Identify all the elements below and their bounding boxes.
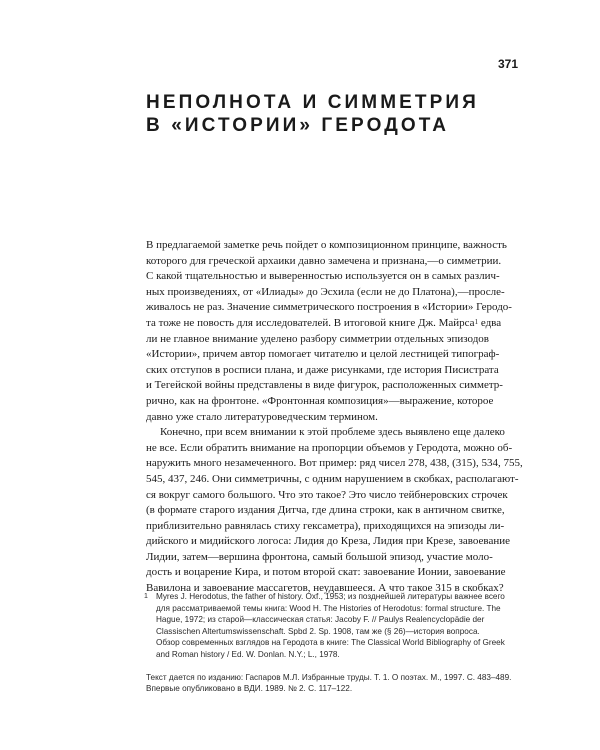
text-line: (в формате старого издания Дитча, где длина строки, как в античном свитке,	[146, 504, 505, 517]
footnote-line: Обзор современных взглядов на Геродота в книге: The Classical World Bibliography of Greek	[156, 638, 505, 648]
footnote-line: Myres J. Herodotus, the father of history. Oxf., 1953; из позднейшей литературы важнее всего	[156, 592, 505, 601]
footnote-1	[146, 591, 518, 661]
source-line: Впервые опубликовано в ВДИ. 1989. № 2. С. 117–122.	[146, 684, 353, 694]
text-line: ся вокруг самого большого. Что это такое? Это число тейбнеровских строчек	[146, 488, 508, 501]
text-fragment: та тоже не повость для исследователей. В итоговой книге Дж. Майрса	[146, 316, 475, 329]
text-line: и Тегейской войны представлены в виде фигурок, расположенных симметр-	[146, 379, 503, 392]
text-line: рично, как на фронтоне. «Фронтонная композиция»—выражение, которое	[146, 394, 494, 407]
footnote-line: Hague, 1972; из старой—классическая статья: Jacoby F. // Paulys Realencyclopädie der	[156, 615, 485, 625]
source-note	[146, 672, 518, 696]
text-line-with-footnote	[146, 316, 518, 332]
footnote-ref[interactable]: 1	[474, 317, 479, 326]
text-line: В предлагаемой заметке речь пойдет о композиционном принципе, важность	[146, 239, 507, 251]
text-line: наружить много незамеченного. Вот пример: ряд чисел 278, 438, (315), 534, 755,	[146, 457, 523, 470]
text-line: 545, 437, 246. Они симметричны, с одним нарушением в скобках, располагают-	[146, 472, 519, 485]
text-line: Лидии, затем—вершина фронтона, самый большой эпизод, участие моло-	[146, 550, 493, 563]
title-line-2: В «ИСТОРИИ» ГЕРОДОТА	[146, 115, 450, 136]
text-line: ских отступов в росписи плана, и даже рисунками, где история Писистрата	[146, 363, 499, 376]
text-line: дость и воцарение Кира, и потом второй скат: завоевание Ионии, завоевание	[146, 566, 506, 579]
text-line: живалось не раз. Значение симметрического построения в «Истории» Геродо-	[146, 301, 512, 314]
text-fragment: едва	[478, 316, 502, 329]
text-line: давно уже стало литературоведческим термином.	[146, 410, 378, 423]
text-line: ли не главное внимание уделено разбору симметрии отдельных эпизодов	[146, 332, 489, 345]
text-line: дийского и мидийского логоса: Лидия до Креза, Лидия при Крезе, завоевание	[146, 535, 511, 548]
article-body	[146, 238, 523, 597]
footnotes	[146, 591, 518, 695]
text-line: «Истории», причем автор помогает читателю и целой лестницей типограф-	[146, 348, 500, 361]
page-number: 371	[497, 57, 518, 71]
paragraph-1	[146, 238, 518, 425]
text-line: которого для греческой архаики давно замечена и признана,—о симметрии.	[146, 254, 502, 267]
footnote-line: для рассматриваемой темы книга: Wood H. The Histories of Herodotus: formal structure. The	[156, 603, 501, 613]
text-line: ных произведениях, от «Илиады» до Эсхила (если не до Платона),—просле-	[146, 285, 505, 298]
footnote-line: Classischen Altertumswissenschaft. Spbd 2. Sp. 1908, там же (§ 26)—история вопроса.	[156, 626, 480, 636]
source-line: Текст дается по изданию: Гаспаров М.Л. Избранные труды. Т. 1. О поэтах. М., 1997. С. 483–489.	[146, 672, 512, 682]
page-title	[146, 91, 566, 137]
paragraph-2	[146, 425, 523, 597]
text-line: Конечно, при всем внимании к этой проблеме здесь выявлено еще далеко	[160, 426, 505, 439]
text-line: Вавилона и завоевание массагетов, неудавшееся. А что такое 315 в скобках?	[146, 582, 504, 595]
footnote-number: 1	[144, 593, 148, 600]
footnote-line: and Roman history / Ed. W. Donlan. N.Y.; L., 1978.	[156, 649, 340, 659]
text-line: приблизительно равнялась стиху гексаметра), приходящихся на эпизоды ли-	[146, 519, 505, 532]
text-line: С какой тщательностью и выверенностью используется он в самых различ-	[146, 270, 500, 283]
text-line: не все. Если обратить внимание на пропорции объемов у Геродота, можно об-	[146, 441, 513, 454]
title-line-1: НЕПОЛНОТА И СИММЕТРИЯ	[146, 92, 479, 113]
